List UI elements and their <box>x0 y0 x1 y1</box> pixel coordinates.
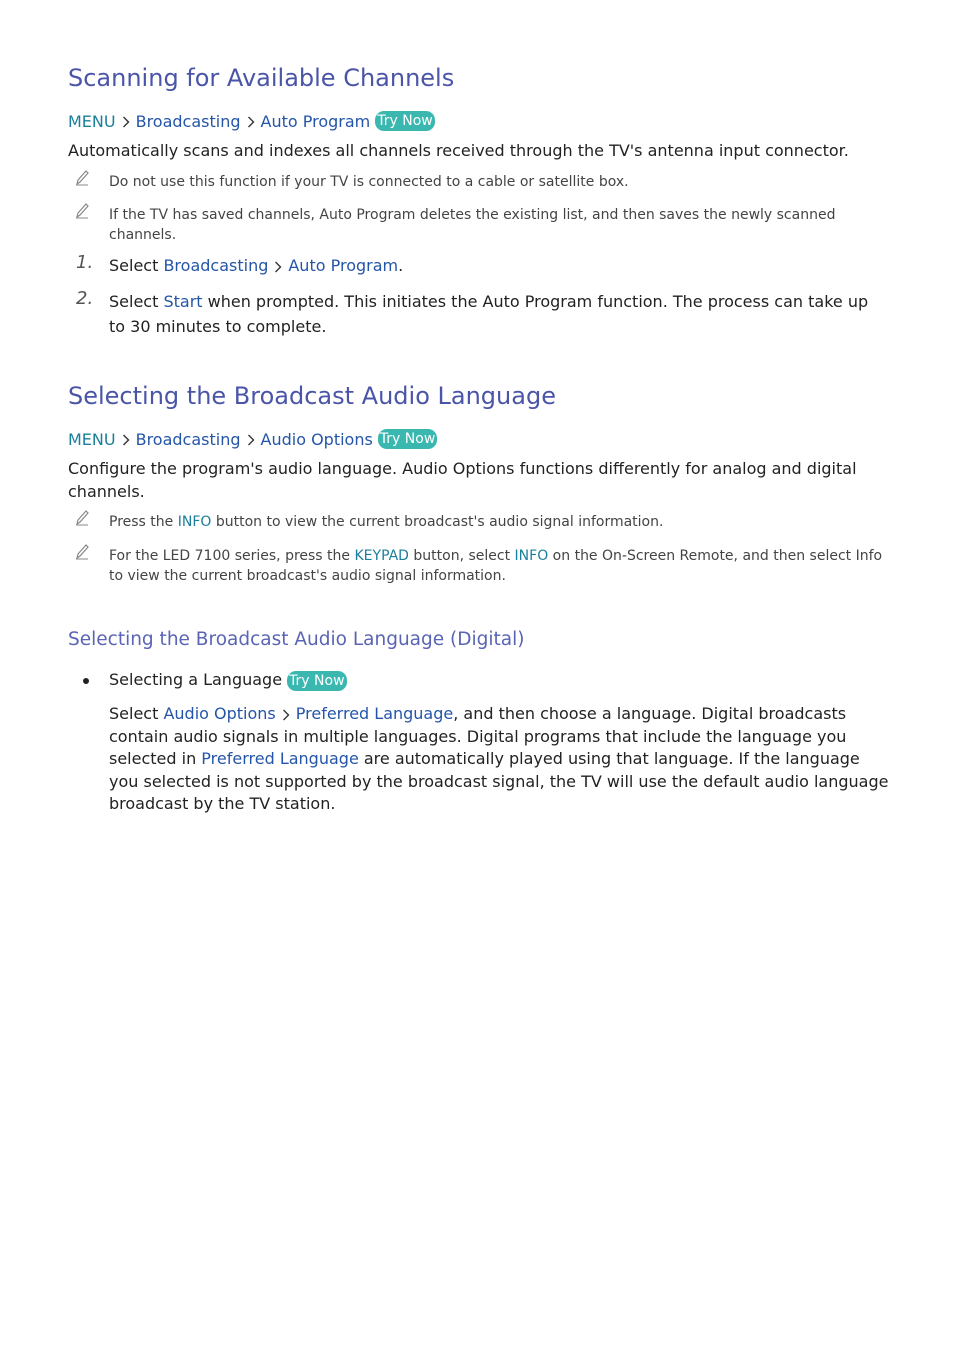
menu-path-audio-options <box>68 429 437 449</box>
link-audio-options: Audio Options <box>163 704 276 723</box>
chevron-right-icon <box>116 430 136 449</box>
pencil-icon <box>74 202 90 226</box>
step-number: 2. <box>76 288 94 309</box>
link-preferred-language: Preferred Language <box>295 704 454 723</box>
step-2 <box>68 289 888 339</box>
path-auto-program: Auto Program <box>260 111 371 131</box>
description-scanning: Automatically scans and indexes all channels received through the TV's antenna input connector. <box>68 141 849 160</box>
step-text: Select Start when prompted. This initiates the Auto Program function. The process can take up to 30 minutes to complete. <box>109 292 869 336</box>
pencil-icon <box>74 169 90 193</box>
link-start: Start <box>163 292 203 311</box>
step-1 <box>68 253 888 278</box>
step-text: Select Broadcasting Auto Program. <box>109 253 888 278</box>
chevron-right-icon <box>241 430 261 449</box>
subsection-title-digital: Selecting the Broadcast Audio Language (Digital) <box>68 629 525 650</box>
try-now-button[interactable]: Try Now <box>379 431 436 447</box>
key-keypad: KEYPAD <box>354 548 409 564</box>
note-text: If the TV has saved channels, Auto Program deletes the existing list, and then saves the newly scanned channels. <box>109 207 836 243</box>
link-preferred-language: Preferred Language <box>201 749 359 768</box>
try-now-button[interactable]: Try Now <box>377 113 433 129</box>
bullet-dot <box>83 678 89 684</box>
link-broadcasting: Broadcasting <box>163 256 269 275</box>
chevron-right-icon <box>276 703 296 726</box>
chevron-right-icon <box>241 112 261 131</box>
chevron-right-icon <box>116 112 136 131</box>
key-info: INFO <box>177 514 212 530</box>
step-number: 1. <box>76 252 94 273</box>
chevron-right-icon <box>268 253 288 278</box>
menu-path-auto-program <box>68 111 435 131</box>
try-now-button[interactable]: Try Now <box>289 673 345 689</box>
note-text: For the LED 7100 series, press the KEYPAD button, select INFO on the On-Screen Remote, and then select Info to view the current broadcast's audio signal information. <box>109 548 883 584</box>
note-info-button <box>68 512 888 532</box>
body-selecting-language: Select Audio Options Preferred Language, and then choose a language. Digital broadcasts contain audio signals in multiple languages. Digital programs that include the language you selected in Preferred Language are automatically played using that language. If the language you selected is not supported by the broadcast signal, the TV will use the default audio language broadcast by the TV station. <box>109 704 889 813</box>
section-title-scanning: Scanning for Available Channels <box>68 64 455 92</box>
note-saved-channels <box>68 205 888 245</box>
key-info: INFO <box>514 548 549 564</box>
bullet-selecting-language <box>68 669 888 691</box>
bullet-text: Selecting a Language Try Now <box>109 670 345 689</box>
path-broadcasting: Broadcasting <box>135 429 241 449</box>
path-broadcasting: Broadcasting <box>135 111 241 131</box>
note-text: Press the INFO button to view the current broadcast's audio signal information. <box>109 514 664 530</box>
path-audio-options: Audio Options <box>260 429 373 449</box>
note-cable-box <box>68 172 888 192</box>
link-auto-program: Auto Program <box>288 256 399 275</box>
description-audio-language: Configure the program's audio language. Audio Options functions differently for analog and digital channels. <box>68 459 857 501</box>
pencil-icon <box>74 543 90 567</box>
pencil-icon <box>74 509 90 533</box>
note-text: Do not use this function if your TV is connected to a cable or satellite box. <box>109 174 629 190</box>
note-led-7100 <box>68 546 888 586</box>
path-menu: MENU <box>68 111 116 131</box>
section-title-audio-language: Selecting the Broadcast Audio Language <box>68 382 556 410</box>
path-menu: MENU <box>68 429 116 449</box>
